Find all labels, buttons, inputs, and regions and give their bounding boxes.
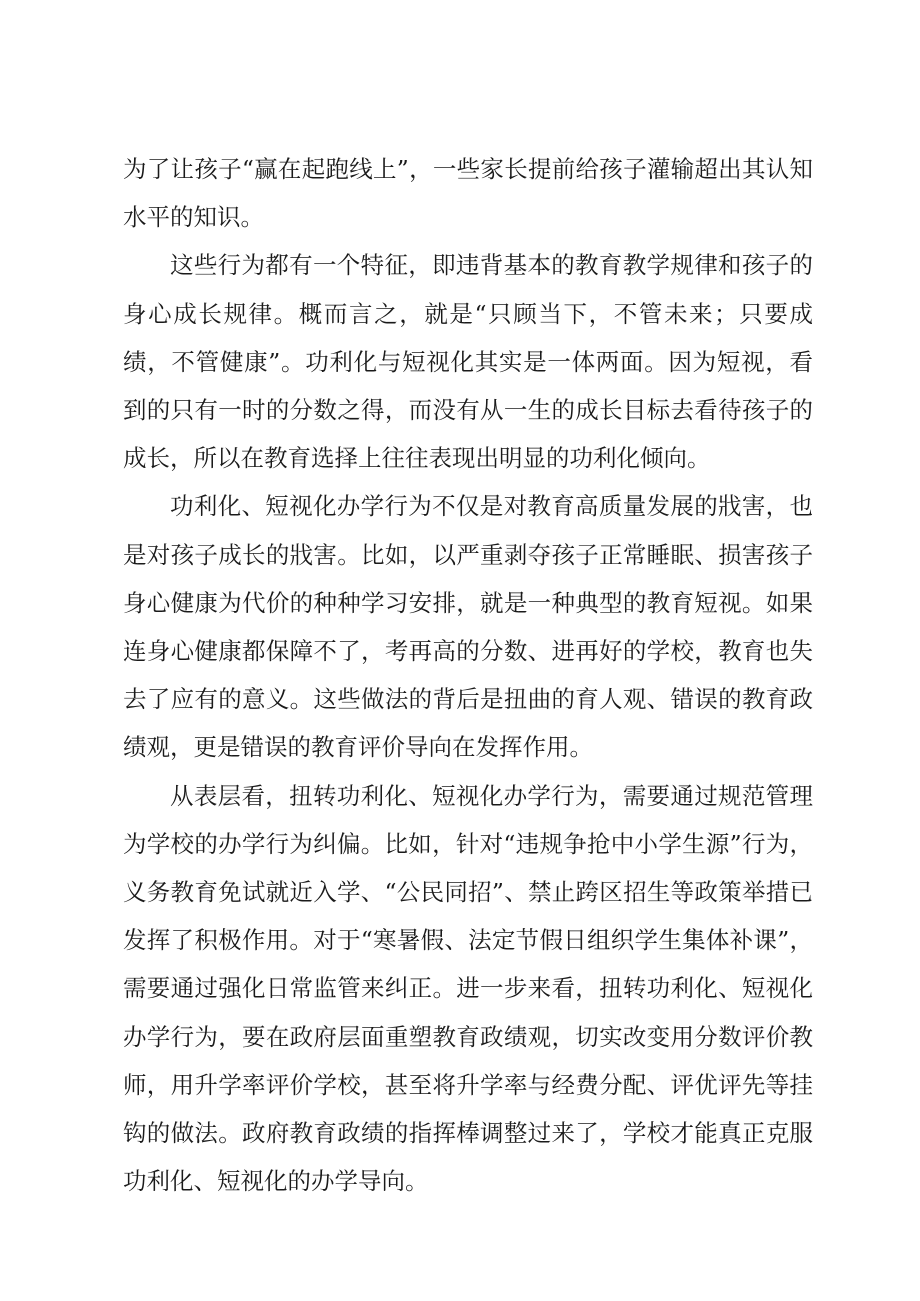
paragraph-4: 从表层看，扭转功利化、短视化办学行为，需要通过规范管理为学校的办学行为纠偏。比如，针对“违规争抢中小学生源”行为，义务教育免试就近入学、“公民同招”、禁止跨区招生等政策举措已发挥了积极作用。对于“寒暑假、法定节假日组织学生集体补课”，需要通过强化日常监管来纠正。进一步来看，扭转功利化、短视化办学行为，要在政府层面重塑教育政绩观，切实改变用分数评价教师，用升学率评价学校，甚至将升学率与经费分配、评优评先等挂钩的做法。政府教育政绩的指挥棒调整过来了，学校才能真正克服功利化、短视化的办学导向。 bbox=[123, 781, 813, 1196]
article-body bbox=[123, 145, 813, 1205]
paragraph-1: 为了让孩子“赢在起跑线上”，一些家长提前给孩子灌输超出其认知水平的知识。 bbox=[123, 155, 813, 232]
paragraph-2: 这些行为都有一个特征，即违背基本的教育教学规律和孩子的身心成长规律。概而言之，就是“只顾当下，不管未来；只要成绩，不管健康”。功利化与短视化其实是一体两面。因为短视，看到的只有一时的分数之得，而没有从一生的成长目标去看待孩子的成长，所以在教育选择上往往表现出明显的功利化倾向。 bbox=[123, 251, 813, 473]
paragraph-3: 功利化、短视化办学行为不仅是对教育高质量发展的戕害，也是对孩子成长的戕害。比如，以严重剥夺孩子正常睡眠、损害孩子身心健康为代价的种种学习安排，就是一种典型的教育短视。如果连身心健康都保障不了，考再高的分数、进再好的学校，教育也失去了应有的意义。这些做法的背后是扭曲的育人观、错误的教育政绩观，更是错误的教育评价导向在发挥作用。 bbox=[123, 492, 813, 762]
